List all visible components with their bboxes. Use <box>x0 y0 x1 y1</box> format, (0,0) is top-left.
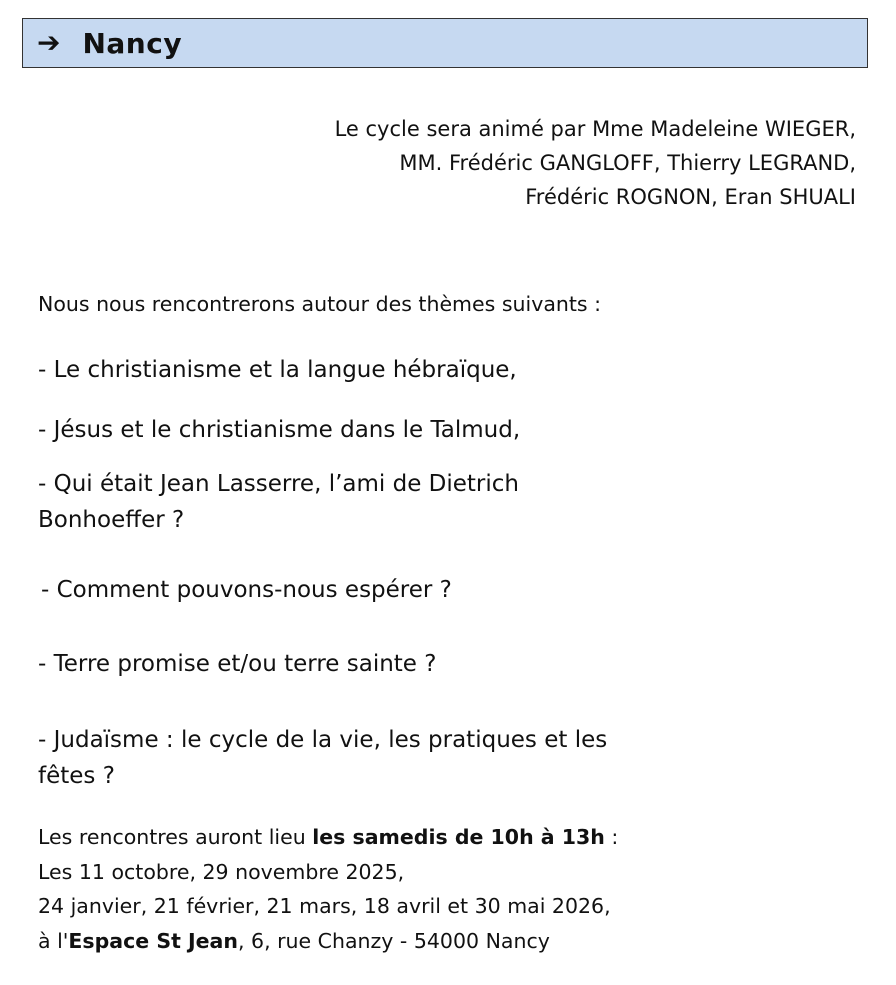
place-prefix: à l' <box>38 928 69 953</box>
schedule-line <box>38 820 618 855</box>
theme-line: - Jésus et le christianisme dans le Talmud, <box>38 417 521 443</box>
schedule-highlight: les samedis de 10h à 13h <box>312 825 605 849</box>
theme-line: - Le christianisme et la langue hébraïque, <box>38 357 517 383</box>
theme-item <box>41 572 452 608</box>
theme-item <box>38 646 436 682</box>
schedule-intro-end: : <box>604 825 619 849</box>
theme-line: fêtes ? <box>38 763 115 789</box>
schedule-intro: Les rencontres auront lieu <box>38 825 313 849</box>
animators-block <box>335 112 856 214</box>
schedule-dates-2025: Les 11 octobre, 29 novembre 2025, <box>38 859 405 884</box>
theme-item <box>38 466 519 538</box>
schedule-dates-2026: 24 janvier, 21 février, 21 mars, 18 avril et 30 mai 2026, <box>38 894 611 918</box>
theme-item <box>38 722 607 794</box>
section-title: Nancy <box>82 26 183 60</box>
theme-item <box>38 352 517 388</box>
animators-line: Le cycle sera animé par Mme Madeleine WIEGER, <box>334 117 856 141</box>
animators-line: Frédéric ROGNON, Eran SHUALI <box>525 185 856 209</box>
theme-item <box>38 412 520 448</box>
theme-line: - Terre promise et/ou terre sainte ? <box>38 651 437 677</box>
theme-line: - Judaïsme : le cycle de la vie, les pratiques et les <box>38 727 608 753</box>
theme-line: - Qui était Jean Lasserre, l’ami de Dietrich <box>38 471 519 497</box>
place-name: Espace St Jean <box>68 928 238 953</box>
theme-line: Bonhoeffer ? <box>38 507 185 533</box>
themes-intro: Nous nous rencontrerons autour des thèmes suivants : <box>38 292 602 316</box>
arrow-right-icon: ➔ <box>37 26 61 59</box>
schedule-block <box>38 820 618 958</box>
schedule-place <box>38 924 618 959</box>
theme-line: - Comment pouvons-nous espérer ? <box>41 577 452 603</box>
place-address: , 6, rue Chanzy - 54000 Nancy <box>238 928 550 953</box>
section-header <box>22 18 868 68</box>
animators-line: MM. Frédéric GANGLOFF, Thierry LEGRAND, <box>399 151 856 175</box>
